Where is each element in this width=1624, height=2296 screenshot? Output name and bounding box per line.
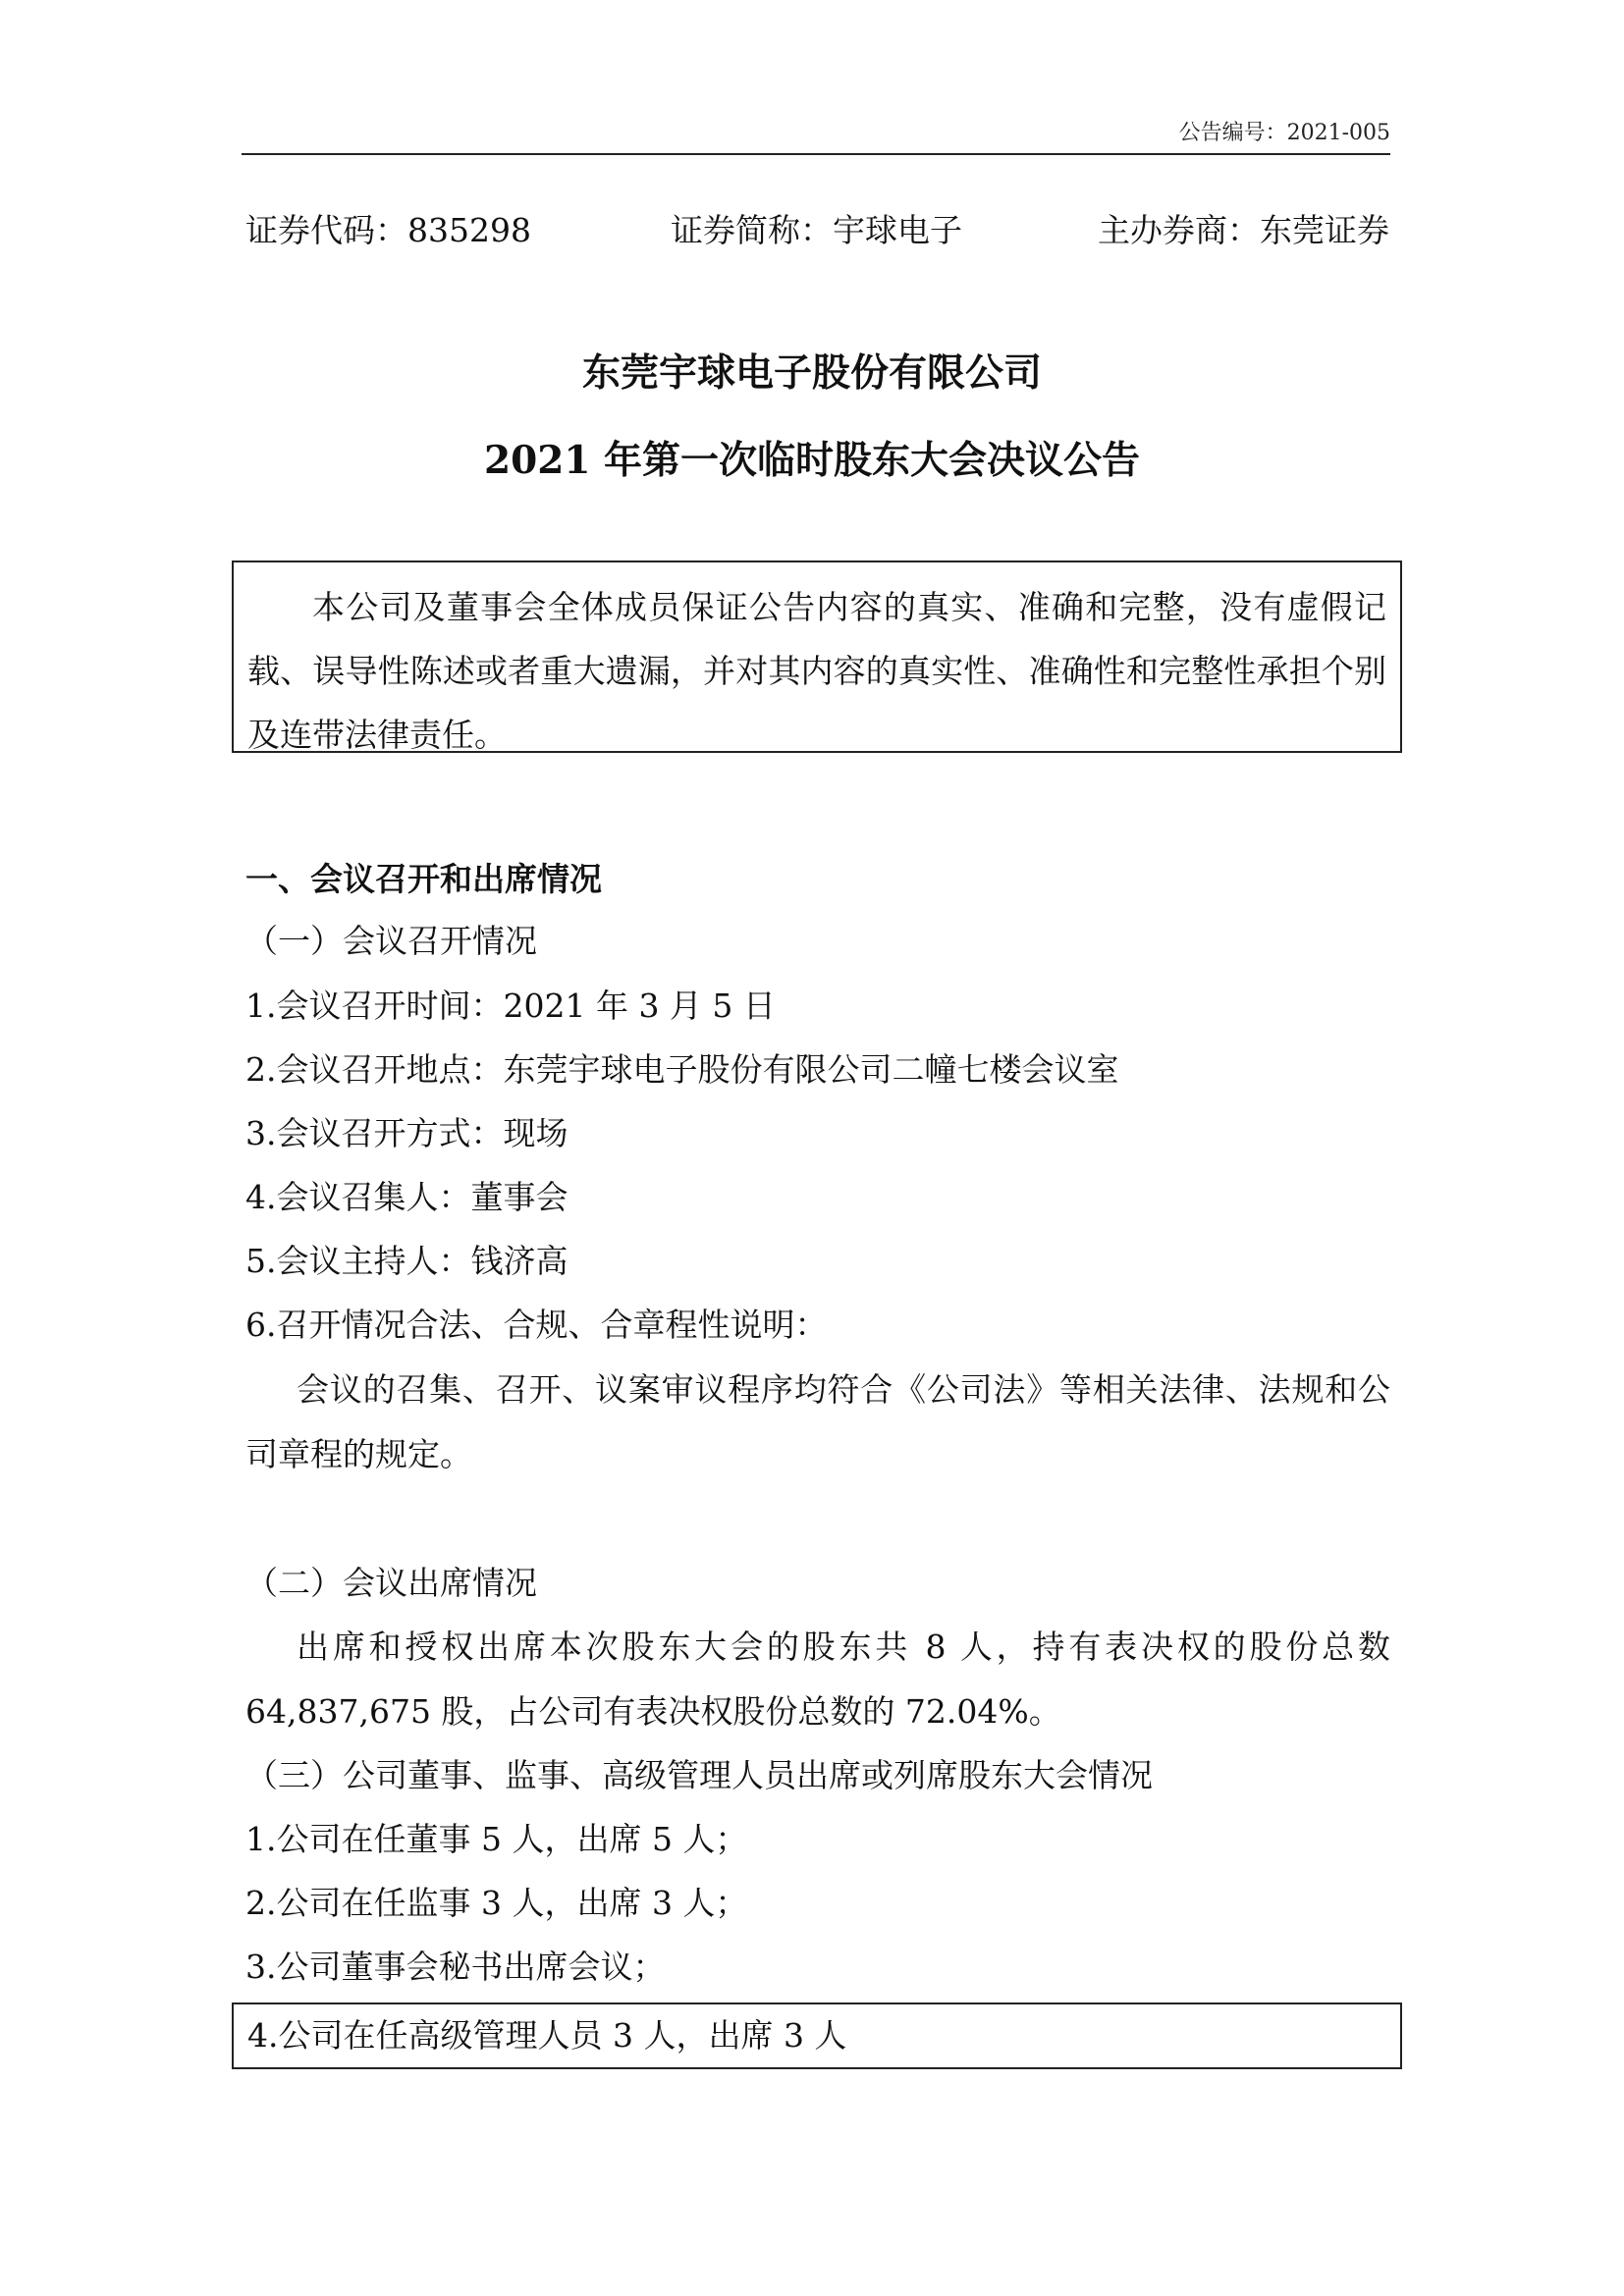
sponsor-broker: 主办券商：东莞证券 [1098, 211, 1389, 249]
boxed-list-item: 4.公司在任高级管理人员 3 人，出席 3 人 [232, 2002, 1402, 2069]
section-heading-1: 一、会议召开和出席情况 [245, 860, 602, 898]
attendance-paragraph: 出席和授权出席本次股东大会的股东共 8 人，持有表决权的股份总数64,837,675 股，占公司有表决权股份总数的 72.04%。 [245, 1628, 1390, 1731]
list-item: 3.公司董事会秘书出席会议； [245, 1948, 666, 1986]
header-rule [242, 153, 1390, 155]
subsection-heading-2: （二）会议出席情况 [245, 1564, 537, 1602]
subsection-heading-1: （一）会议召开情况 [245, 922, 537, 960]
company-title: 东莞宇球电子股份有限公司 [581, 350, 1042, 396]
list-item: 3.会议召开方式：现场 [245, 1114, 568, 1152]
list-item: 1.会议召开时间：2021 年 3 月 5 日 [245, 987, 776, 1025]
list-item: 1.公司在任董事 5 人，出席 5 人； [245, 1820, 748, 1858]
list-item: 4.会议召集人：董事会 [245, 1178, 568, 1216]
security-code: 证券代码：835298 [245, 211, 531, 249]
list-item: 2.公司在任监事 3 人，出席 3 人； [245, 1884, 748, 1922]
subsection-heading-3: （三）公司董事、监事、高级管理人员出席或列席股东大会情况 [245, 1756, 1153, 1794]
list-item: 5.会议主持人：钱济高 [245, 1242, 568, 1280]
disclaimer-box [232, 561, 1402, 753]
list-item: 2.会议召开地点：东莞宇球电子股份有限公司二幢七楼会议室 [245, 1050, 1119, 1089]
list-item: 6.召开情况合法、合规、合章程性说明： [245, 1306, 828, 1344]
announcement-title: 2021 年第一次临时股东大会决议公告 [483, 438, 1141, 483]
disclaimer-text: 本公司及董事会全体成员保证公告内容的真实、准确和完整，没有虚假记载、误导性陈述或者重大遗漏，并对其内容的真实性、准确性和完整性承担个别及连带法律责任。 [247, 588, 1386, 754]
security-abbreviation: 证券简称：宇球电子 [671, 211, 962, 249]
compliance-paragraph: 会议的召集、召开、议案审议程序均符合《公司法》等相关法律、法规和公司章程的规定。 [245, 1370, 1390, 1473]
announcement-number: 公告编号：2021-005 [1178, 121, 1390, 145]
